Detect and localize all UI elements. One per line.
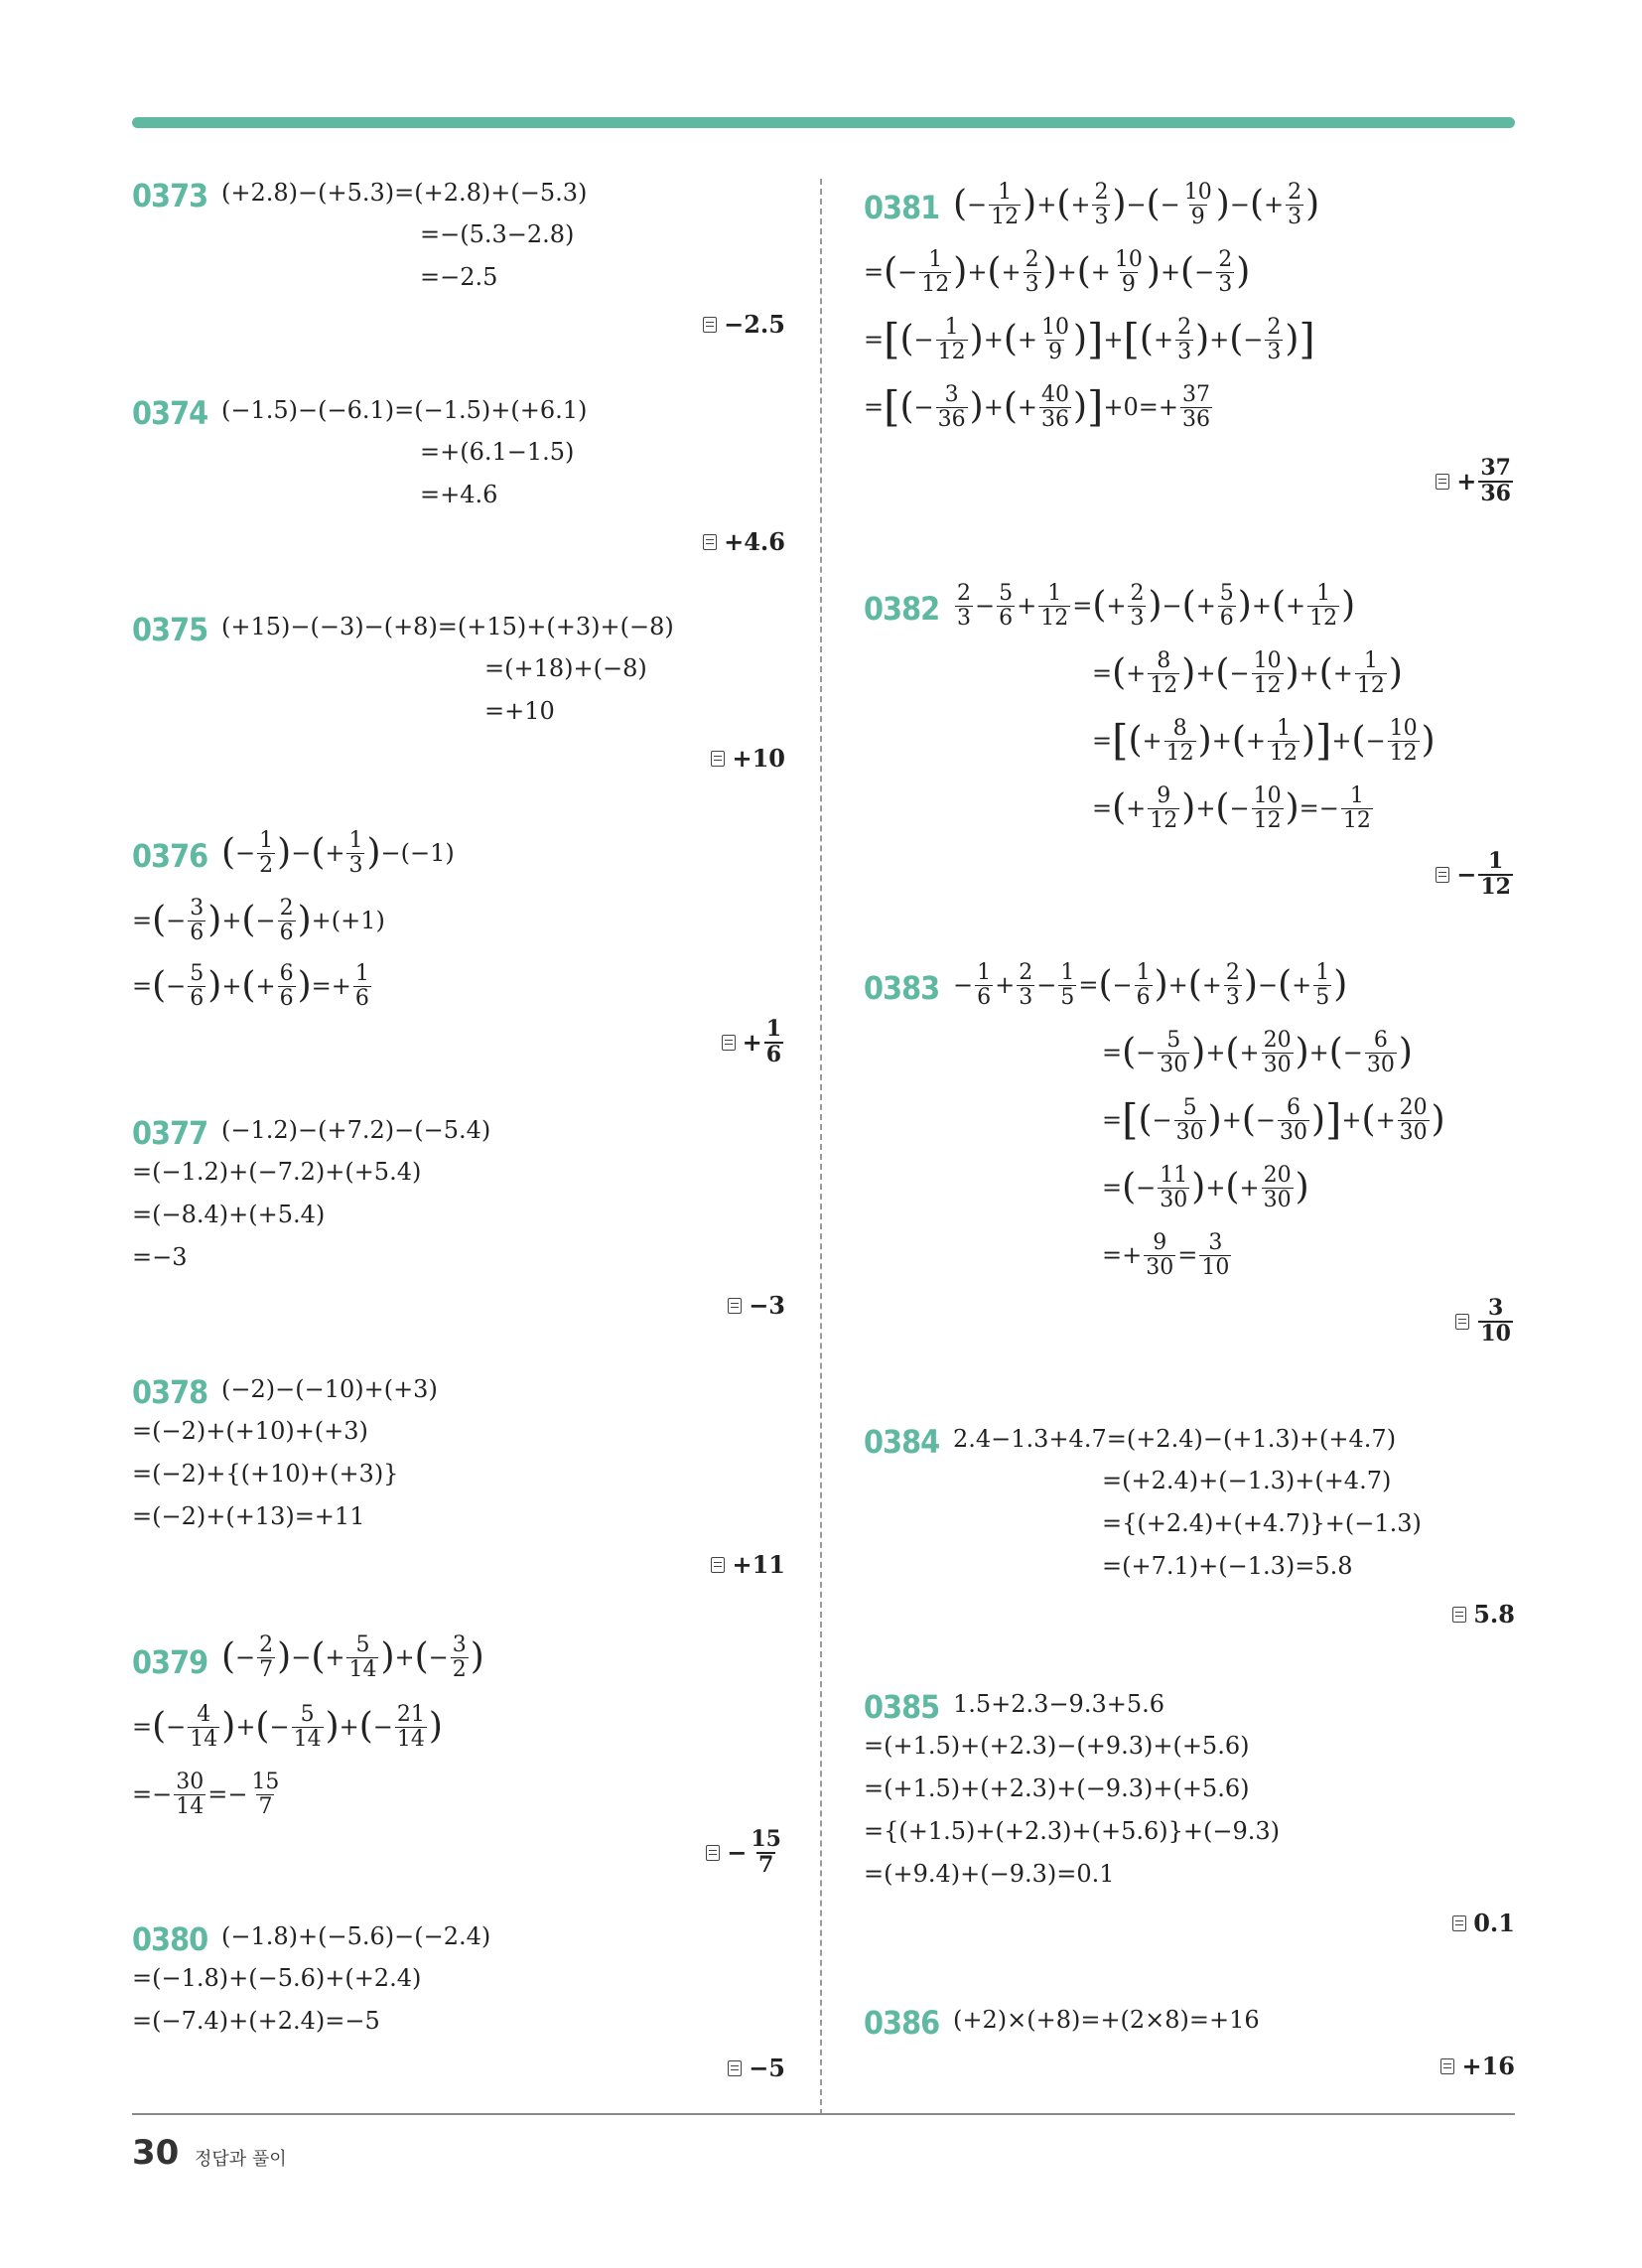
solution-line: =(−1.8)+(−5.6)+(+2.4) [132,1964,422,1992]
answer-value: +10 [732,744,785,773]
solution-line: = [ ( − $\frac{5}{30}$ ) + ( − $\frac{6}{30}$ ) ] + ( + $\frac{20}{30}$ ) [1102,1095,1445,1145]
problem-number: 0384 [864,1423,940,1461]
solution-line: =−3 [132,1243,188,1271]
answer-icon [1440,2058,1454,2074]
solution-line: =(+9.4)+(−9.3)=0.1 [864,1860,1115,1888]
section-title: 정답과 풀이 [195,2149,287,2170]
problem-number: 0382 [864,590,940,628]
solution-line: 2.4−1.3+4.7=(+2.4)−(+1.3)+(+4.7) [953,1425,1397,1453]
solution-line: (−2)−(−10)+(+3) [221,1375,438,1403]
problem-number: 0385 [864,1688,940,1726]
answer [1440,2052,1515,2080]
solution-line: − $\frac{1}{6}$ + $\frac{2}{3}$ − $\frac{1}{5}$ = ( − $\frac{1}{6}$ ) + ( + $\frac{2}{3}$ ) − ( + $\frac{1}{5}$ ) [953,960,1348,1010]
answer-value: 5.8 [1473,1600,1515,1629]
answer-icon [1452,1607,1466,1623]
problem-number: 0374 [132,394,208,432]
answer-icon [1436,867,1449,883]
solution-line: = [ ( − $\frac{1}{12}$ ) + ( + $\frac{10}{9}$ ) ] + [ ( + $\frac{2}{3}$ ) + ( − $\frac{2}{3}$ ) ] [864,315,1315,364]
problem-number: 0379 [132,1643,208,1681]
solution-line: =(−2)+(+13)=+11 [132,1502,365,1530]
fraction: $\frac{1}{3}$ [348,828,363,878]
fraction: $\frac{1}{6}$ [354,961,369,1011]
answer-icon [1452,1915,1466,1931]
answer [1452,1600,1515,1629]
answer-value: +4.6 [724,527,785,556]
problem-number: 0375 [132,611,208,648]
solution-line: = ( − $\frac{4}{14}$ ) + ( − $\frac{5}{14}$ ) + ( − $\frac{21}{14}$ ) [132,1702,443,1752]
solution-line: = ( − $\frac{11}{30}$ ) + ( + $\frac{20}{30}$ ) [1102,1163,1309,1212]
problem-number: 0373 [132,177,208,214]
solution-line: = ( + $\frac{8}{12}$ ) + ( − $\frac{10}{12}$ ) + ( + $\frac{1}{12}$ ) [1092,648,1403,698]
answer-icon [703,317,717,333]
solution-line: =−2.5 [420,263,498,291]
solution-line: =+4.6 [420,481,498,508]
answer-value: −5 [749,2054,785,2082]
solution-line: =−(5.3−2.8) [420,220,575,248]
solution-line: =(−2)+(+10)+(+3) [132,1417,368,1445]
solution-line: (+2)×(+8)=+(2×8)=+16 [953,2006,1260,2034]
solution-line: (+15)−(−3)−(+8)=(+15)+(+3)+(−8) [221,613,674,640]
solution-line: ={(+1.5)+(+2.3)+(+5.6)}+(−9.3) [864,1817,1280,1845]
answer-icon [728,1298,742,1314]
solution-line: = ( − $\frac{5}{30}$ ) + ( + $\frac{20}{30}$ ) + ( − $\frac{6}{30}$ ) [1102,1028,1413,1077]
problem-number: 0383 [864,969,940,1007]
solution-line: =(−1.2)+(−7.2)+(+5.4) [132,1158,422,1186]
footer-rule [132,2113,1515,2115]
solution-line: =(−8.4)+(+5.4) [132,1201,326,1228]
solution-line: =(−2)+{(+10)+(+3)} [132,1460,399,1488]
solution-line: =(+1.5)+(+2.3)−(+9.3)+(+5.6) [864,1732,1250,1760]
answer-value: +11 [732,1550,785,1579]
answer: + $\frac{37}{36}$ [1436,457,1515,506]
solution-line: ={(+2.4)+(+4.7)}+(−1.3) [1102,1509,1422,1537]
answer-icon [722,1035,736,1051]
answer: $\frac{3}{10}$ [1455,1297,1515,1347]
answer-icon [706,1845,720,1861]
column-divider [820,179,822,2115]
answer-icon [1436,474,1449,490]
solution-line: = ( + $\frac{9}{12}$ ) + ( − $\frac{10}{12}$ ) =− $\frac{1}{12}$ [1092,783,1371,833]
answer: − $\frac{15}{7}$ [706,1828,785,1878]
solution-line: ( − $\frac{2}{7}$ ) − ( + $\frac{5}{14}$ ) + ( − $\frac{3}{2}$ ) [221,1632,484,1682]
fraction: $\frac{1}{6}$ [765,1016,781,1067]
solution-line: 1.5+2.3−9.3+5.6 [953,1690,1164,1718]
solution-line: (−1.2)−(+7.2)−(−5.4) [221,1116,491,1144]
solution-line: $\frac{2}{3}$ − $\frac{5}{6}$ + $\frac{1}{12}$ = ( + $\frac{2}{3}$ ) − ( + $\frac{5}{6}$ ) + ( + $\frac{1}{12}$ ) [957,581,1356,631]
problem-number: 0376 [132,837,208,875]
answer: − $\frac{1}{12}$ [1436,850,1515,900]
solution-line: = ( − $\frac{1}{12}$ ) + ( + $\frac{2}{3}$ ) + ( + $\frac{10}{9}$ ) + ( − $\frac{2}{3}$ ) [864,247,1251,297]
solution-line: = ( − $\frac{3}{6}$ ) + ( − $\frac{2}{6}$ ) +(+1) [132,896,385,945]
problem-number: 0377 [132,1114,208,1152]
answer [728,2054,785,2082]
answer-icon [711,1557,725,1573]
fraction: $\frac{6}{6}$ [279,961,294,1011]
solution-line: =+10 [484,697,555,725]
answer [703,310,785,339]
answer-value: 0.1 [1473,1909,1515,1937]
solution-line: (−1.8)+(−5.6)−(−2.4) [221,1922,491,1950]
answer-icon [703,534,717,550]
answer-value: −3 [749,1291,785,1320]
answer [728,1291,785,1320]
answer-icon [728,2060,742,2076]
solution-line: = [ ( + $\frac{8}{12}$ ) + ( + $\frac{1}{12}$ ) ] + ( − $\frac{10}{12}$ ) [1092,716,1436,766]
problem-number: 0381 [864,189,940,226]
problem-number: 0378 [132,1373,208,1411]
solution-line: ( − $\frac{1}{2}$ ) − ( + $\frac{1}{3}$ ) −(−1) [221,828,455,878]
answer: + $\frac{1}{6}$ [722,1018,785,1067]
answer-icon [711,751,725,767]
solution-line: =(+7.1)+(−1.3)=5.8 [1102,1552,1353,1580]
header-accent-bar [132,117,1515,128]
solution-line: =(−7.4)+(+2.4)=−5 [132,2007,380,2035]
solution-line: =(+18)+(−8) [484,654,647,682]
solution-line: =(+1.5)+(+2.3)+(−9.3)+(+5.6) [864,1774,1250,1802]
solution-line: =+ $\frac{9}{30}$ = $\frac{3}{10}$ [1102,1230,1230,1280]
answer [1452,1909,1515,1937]
fraction: $\frac{3}{6}$ [190,896,205,945]
fraction: $\frac{5}{6}$ [190,961,205,1011]
solution-line: (−1.5)−(−6.1)=(−1.5)+(+6.1) [221,396,588,424]
answer-value: −2.5 [724,310,785,339]
solution-line: = ( − $\frac{5}{6}$ ) + ( + $\frac{6}{6}$ ) =+ $\frac{1}{6}$ [132,961,369,1011]
answer-value: +16 [1461,2052,1515,2080]
page-number: 30 [132,2133,180,2173]
solution-line: =+(6.1−1.5) [420,438,575,466]
solution-line: ( − $\frac{1}{12}$ ) + ( + $\frac{2}{3}$ ) − ( − $\frac{10}{9}$ ) − ( + $\frac{2}{3}$ ) [953,180,1320,229]
fraction: $\frac{2}{6}$ [279,896,294,945]
solution-line: = [ ( − $\frac{3}{36}$ ) + ( + $\frac{40}{36}$ ) ] +0=+ $\frac{37}{36}$ [864,382,1211,432]
problem-number: 0380 [132,1920,208,1958]
solution-line: =(+2.4)+(−1.3)+(+4.7) [1102,1467,1392,1494]
answer [711,744,785,773]
answer [703,527,785,556]
problem-number: 0386 [864,2004,940,2042]
solution-line: =− $\frac{30}{14}$ =− $\frac{15}{7}$ [132,1770,280,1819]
solution-line: (+2.8)−(+5.3)=(+2.8)+(−5.3) [221,179,588,207]
answer-icon [1455,1314,1469,1330]
answer [711,1550,785,1579]
fraction: $\frac{1}{2}$ [259,828,274,878]
